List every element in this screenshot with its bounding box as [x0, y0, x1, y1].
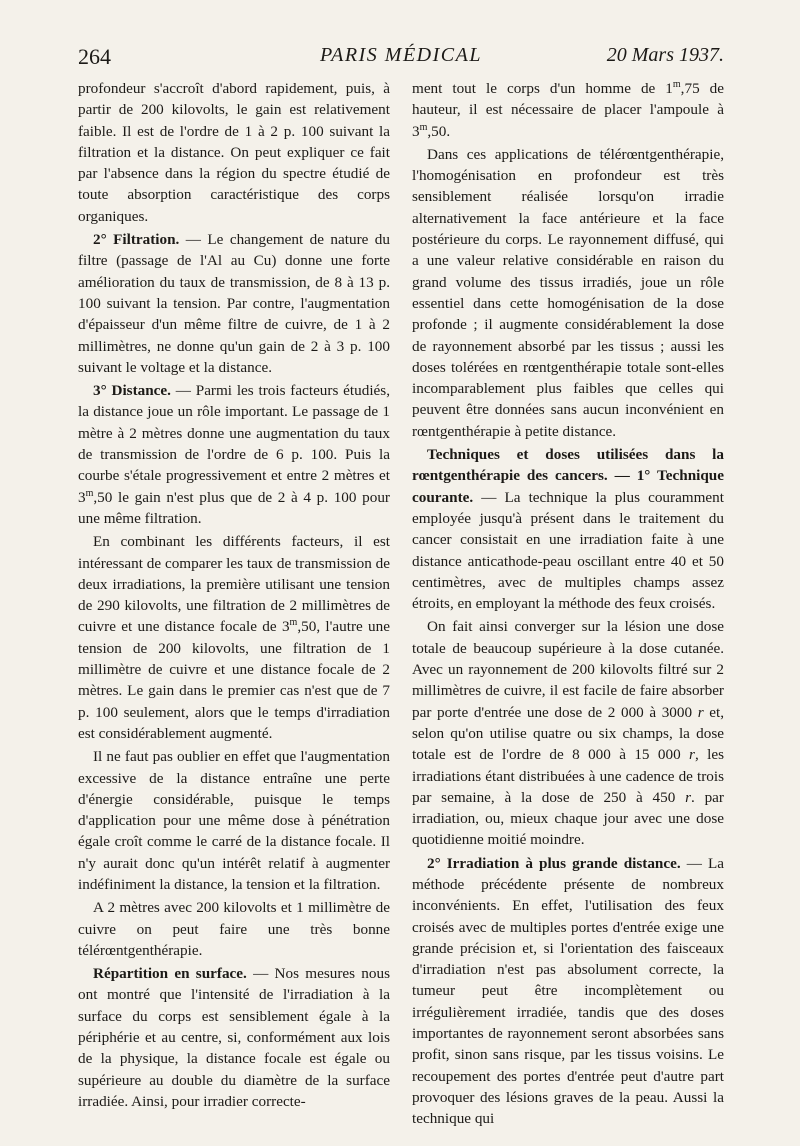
section-heading: 2° Filtration.	[93, 231, 180, 249]
section-heading: Répartition en surface.	[93, 965, 247, 983]
paragraph-techniques: Techniques et doses utilisées dans la rœntgenthérapie des cancers. — 1° Technique courante. — La technique la plus couramment employée jusqu'à présent dans le traitement du cancer consistait en une irradiation faite à une distance anticathode-peau oscillant entre 40 et 50 centimètres, avec de multiples champs assez étroits, en employant la méthode des feux croisés.	[412, 446, 724, 613]
section-heading: Techniques et doses utilisées dans la rœntgenthérapie des cancers. — 1° Technique courante.	[412, 446, 724, 506]
paragraph-surface: Répartition en surface. — Nos mesures nous ont montré que l'intensité de l'irradiation à la surface du corps est sensiblement égale à la périphérie et au centre, si, conformément aux lois de la physique, la distance focale est égale ou supérieure au double du diamètre de la surface irradiée. Ainsi, pour irradier correcte-	[78, 965, 390, 1110]
paragraph: ment tout le corps d'un homme de 1$^m$,75 de hauteur, il est nécessaire de placer l'ampoule à 3$^m$,50.	[412, 78, 724, 140]
paragraph-distance-technique: 2° Irradiation à plus grande distance. — La méthode précédente présente de nombreux inconvénients. En effet, l'utilisation des feux croisés avec de multiples portes d'entrée exige une grande précision et, si l'orientation des faisceaux d'irradiation n'est pas absolument correcte, la tumeur peut être incomplètement ou irrégulièrement irradiée, tandis que des doses importantes de rayonnement seront absorbées sans profit, sinon sans risque, par les tissus voisins. Le recoupement des portes d'entrée peut d'autre part provoquer des lésions graves de la peau. Aussi la technique qui	[412, 854, 724, 1128]
journal-title: PARIS MÉDICAL	[320, 44, 482, 66]
left-column	[78, 78, 390, 1112]
paragraph-filtration: 2° Filtration. — Le changement de nature du filtre (passage de l'Al au Cu) donne une forte amélioration du taux de transmission, de 8 à 13 p. 100 suivant la tension. Par contre, l'augmentation d'épaisseur d'un même filtre de cuivre, de 1 à 2 millimètres, ne donne qu'un gain de 2 à 3 p. 100 suivant le voltage et la distance.	[78, 231, 390, 376]
issue-date: 20 Mars 1937.	[606, 44, 724, 66]
page-number: 264	[78, 44, 111, 69]
paragraph: Dans ces applications de télérœntgenthérapie, l'homogénisation en profondeur est très sensiblement réalisée lorsqu'on irradie alternativement la face antérieure et la face postérieure du corps. Le rayonnement diffusé, qui a une valeur relative considérable en raison du grand volume des tissus irradiés, joue un rôle essentiel dans cette homogénisation de la dose profonde ; il augmente considérablement la dose de rayonnement absorbé par les tissus ; aussi les doses tolérées en rœntgenthérapie totale sont-elles incomparablement plus faibles que celles qui peuvent être données sans aucun inconvénient en rœntgenthérapie à petite distance.	[412, 145, 724, 440]
paragraph: Il ne faut pas oublier en effet que l'augmentation excessive de la distance entraîne une perte d'énergie considérable, puisque le temps d'application pour une même dose à pénétration égale croît comme le carré de la distance focale. Il n'y aurait donc qu'un intérêt relatif à augmenter indéfiniment la distance, la tension et la filtration.	[78, 748, 390, 893]
section-heading: 3° Distance.	[93, 382, 171, 400]
section-heading: 2° Irradiation à plus grande distance.	[427, 854, 681, 872]
right-column	[412, 78, 724, 1130]
paragraph: profondeur s'accroît d'abord rapidement, puis, à partir de 200 kilovolts, le gain est relativement faible. Il est de l'ordre de 1 à 2 p. 100 suivant la filtration et la distance. On peut expliquer ce fait par l'absence dans la région du spectre étudié de toute absorption caractéristique des corps organiques.	[78, 80, 390, 225]
paragraph: On fait ainsi converger sur la lésion une dose totale de beaucoup supérieure à la dose cutanée. Avec un rayonnement de 200 kilovolts filtré sur 2 millimètres de cuivre, il est facile de faire absorber par porte d'entrée une dose de 2 000 à 3000 r et, selon qu'on utilise quatre ou six champs, la dose totale est de l'ordre de 8 000 à 15 000 r, les irradiations étant distribuées à une cadence de trois par semaine, à la dose de 250 à 450 r. par irradiation, ou, mieux chaque jour avec une dose quotidienne moitié moindre.	[412, 618, 725, 849]
paragraph-distance: 3° Distance. — Parmi les trois facteurs étudiés, la distance joue un rôle important. Le passage de 1 mètre à 2 mètres donne une augmentation du taux de transmission de l'ordre de 6 p. 100. Puis la courbe s'étale progressivement et entre 2 mètres et 3$^m$,50 le gain n'est plus que de 2 à 4 p. 100 pour une même filtration.	[78, 382, 390, 527]
paragraph: A 2 mètres avec 200 kilovolts et 1 millimètre de cuivre on peut faire une très bonne télérœntgenthérapie.	[78, 899, 390, 959]
page-header	[78, 44, 724, 74]
paragraph: En combinant les différents facteurs, il est intéressant de comparer les taux de transmission de deux irradiations, la première utilisant une tension de 290 kilovolts, une filtration de 2 millimètres de cuivre et une distance focale de 3$^m$,50, l'autre une tension de 200 kilovolts, une filtration de 1 millimètre de cuivre et une distance focale de 2 mètres. Le gain dans le premier cas n'est que de 7 p. 100 seulement, alors que le temps d'irradiation est considérablement augmenté.	[78, 533, 390, 742]
